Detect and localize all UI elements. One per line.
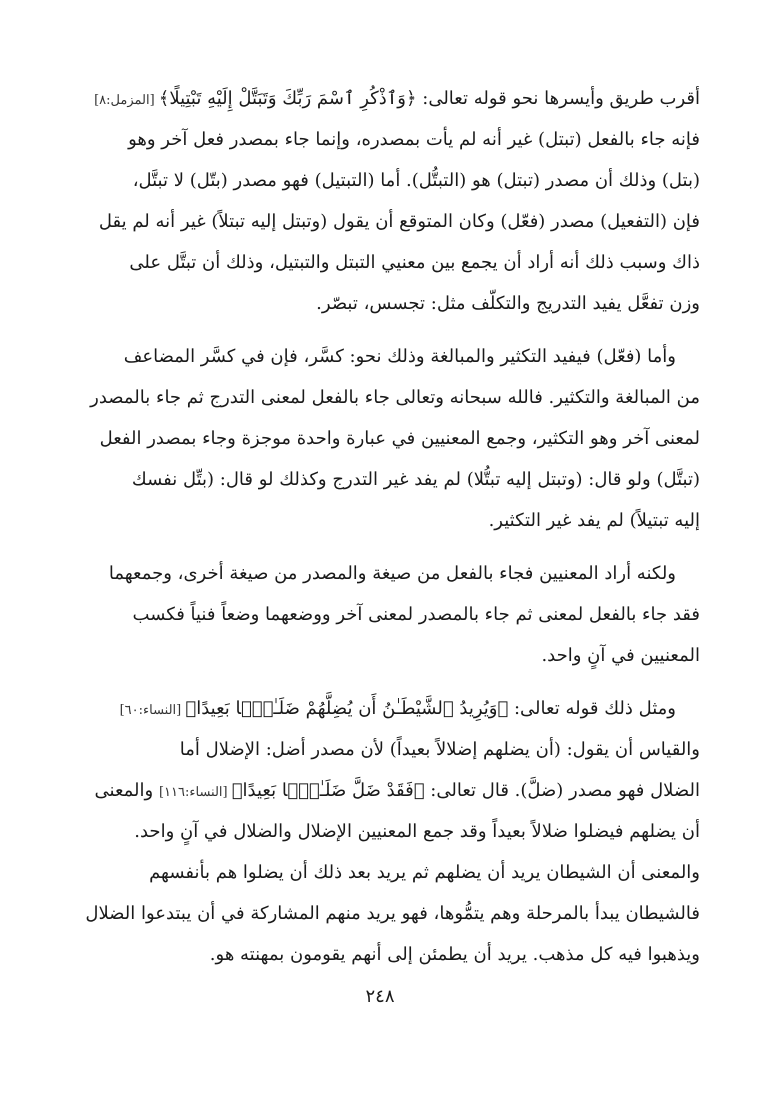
text-line: وزن تفعَّل يفيد التدريج والتكلّف مثل: تجسس، تبصّر.	[316, 293, 700, 314]
paragraph-1	[60, 78, 700, 324]
text-line: فالشيطان يبدأ بالمرحلة وهم يتمُّوها، فهو يريد منهم المشاركة في أن يبتدعوا الضلال	[85, 903, 700, 924]
verse-reference: [النساء:٦٠]	[119, 703, 186, 718]
line-text: والمعنى	[94, 780, 159, 801]
text-line: المعنيين في آنٍ واحد.	[541, 645, 700, 666]
page-body	[60, 78, 700, 987]
text-line: من المبالغة والتكثير. فالله سبحانه وتعالى جاء بالفعل لمعنى التدرج ثم جاء بالمصدر	[90, 387, 700, 408]
text-line: (تبتَّل) ولو قال: (وتبتل إليه تبتُّلا) لم يفد غير التدرج وكذلك لو قال: (بتِّل نفسك	[131, 469, 700, 490]
paragraph-4	[60, 688, 700, 975]
page-number: ٢٤٨	[365, 986, 395, 1007]
text-line: إليه تبتيلاً) لم يفد غير التكثير.	[488, 510, 700, 531]
paragraph-2	[60, 336, 700, 541]
quran-verse: ﴿وَيُرِيدُ ٱلشَّيْطَـٰنُ أَن يُضِلَّهُمْ ضَلَـٰلًۢا بَعِيدًا﴾	[185, 698, 509, 719]
line-text: الضلال فهو مصدر (ضلَّ). قال تعالى:	[424, 780, 700, 801]
quran-verse: ﴿فَقَدْ ضَلَّ ضَلَـٰلًۢا بَعِيدًا﴾	[231, 780, 425, 801]
text-line	[60, 688, 700, 729]
verse-reference: [المزمل:٨]	[94, 93, 159, 108]
text-line: ذاك وسبب ذلك أنه أراد أن يجمع بين معنيي التبتل والتبتيل، وذلك أن تبتَّل على	[129, 252, 700, 273]
text-line: لمعنى آخر وهو التكثير، وجمع المعنيين في عبارة واحدة موجزة وجاء بمصدر الفعل	[99, 428, 700, 449]
text-line: (بتل) وذلك أن مصدر (تبتل) هو (التبتُّل). أما (التبتيل) فهو مصدر (بتّل) لا تبتَّل،	[132, 170, 700, 191]
text-line: وأما (فعّل) فيفيد التكثير والمبالغة وذلك نحو: كسَّر، فإن في كسَّر المضاعف	[123, 346, 676, 367]
line-text: أقرب طريق وأيسرها نحو قوله تعالى:	[416, 88, 700, 109]
quran-verse: ﴿وَٱذْكُرِ ٱسْمَ رَبِّكَ وَتَبَتَّلْ إِلَيْهِ تَبْتِيلًا﴾	[158, 88, 417, 109]
text-line: أن يضلهم فيضلوا ضلالاً بعيداً وقد جمع المعنيين الإضلال والضلال في آنٍ واحد.	[134, 821, 700, 842]
text-line: والقياس أن يقول: (أن يضلهم إضلالاً بعيداً) لأن مصدر أضل: الإضلال أما	[179, 739, 700, 760]
verse-reference: [النساء:١١٦]	[158, 785, 232, 800]
text-line: فإنه جاء بالفعل (تبتل) غير أنه لم يأت بمصدره، وإنما جاء بمصدر فعل آخر وهو	[128, 129, 700, 150]
text-line: والمعنى أن الشيطان يريد أن يضلهم ثم يريد بعد ذلك أن يضلوا هم بأنفسهم	[149, 862, 700, 883]
text-line	[60, 78, 700, 119]
text-line: ويذهبوا فيه كل مذهب. يريد أن يطمئن إلى أنهم يقومون بمهنته هو.	[209, 944, 700, 965]
text-line: فإن (التفعيل) مصدر (فعّل) وكان المتوقع أن يقول (وتبتل إليه تبتلاً) غير أنه لم يقل	[98, 211, 700, 232]
paragraph-3	[60, 553, 700, 676]
text-line: ولكنه أراد المعنيين فجاء بالفعل من صيغة والمصدر من صيغة أخرى، وجمعهما	[108, 563, 676, 584]
text-line: فقد جاء بالفعل لمعنى ثم جاء بالمصدر لمعنى آخر ووضعهما وضعاً فنياً فكسب	[132, 604, 700, 625]
text-line	[60, 770, 700, 811]
line-text: ومثل ذلك قوله تعالى:	[508, 698, 676, 719]
